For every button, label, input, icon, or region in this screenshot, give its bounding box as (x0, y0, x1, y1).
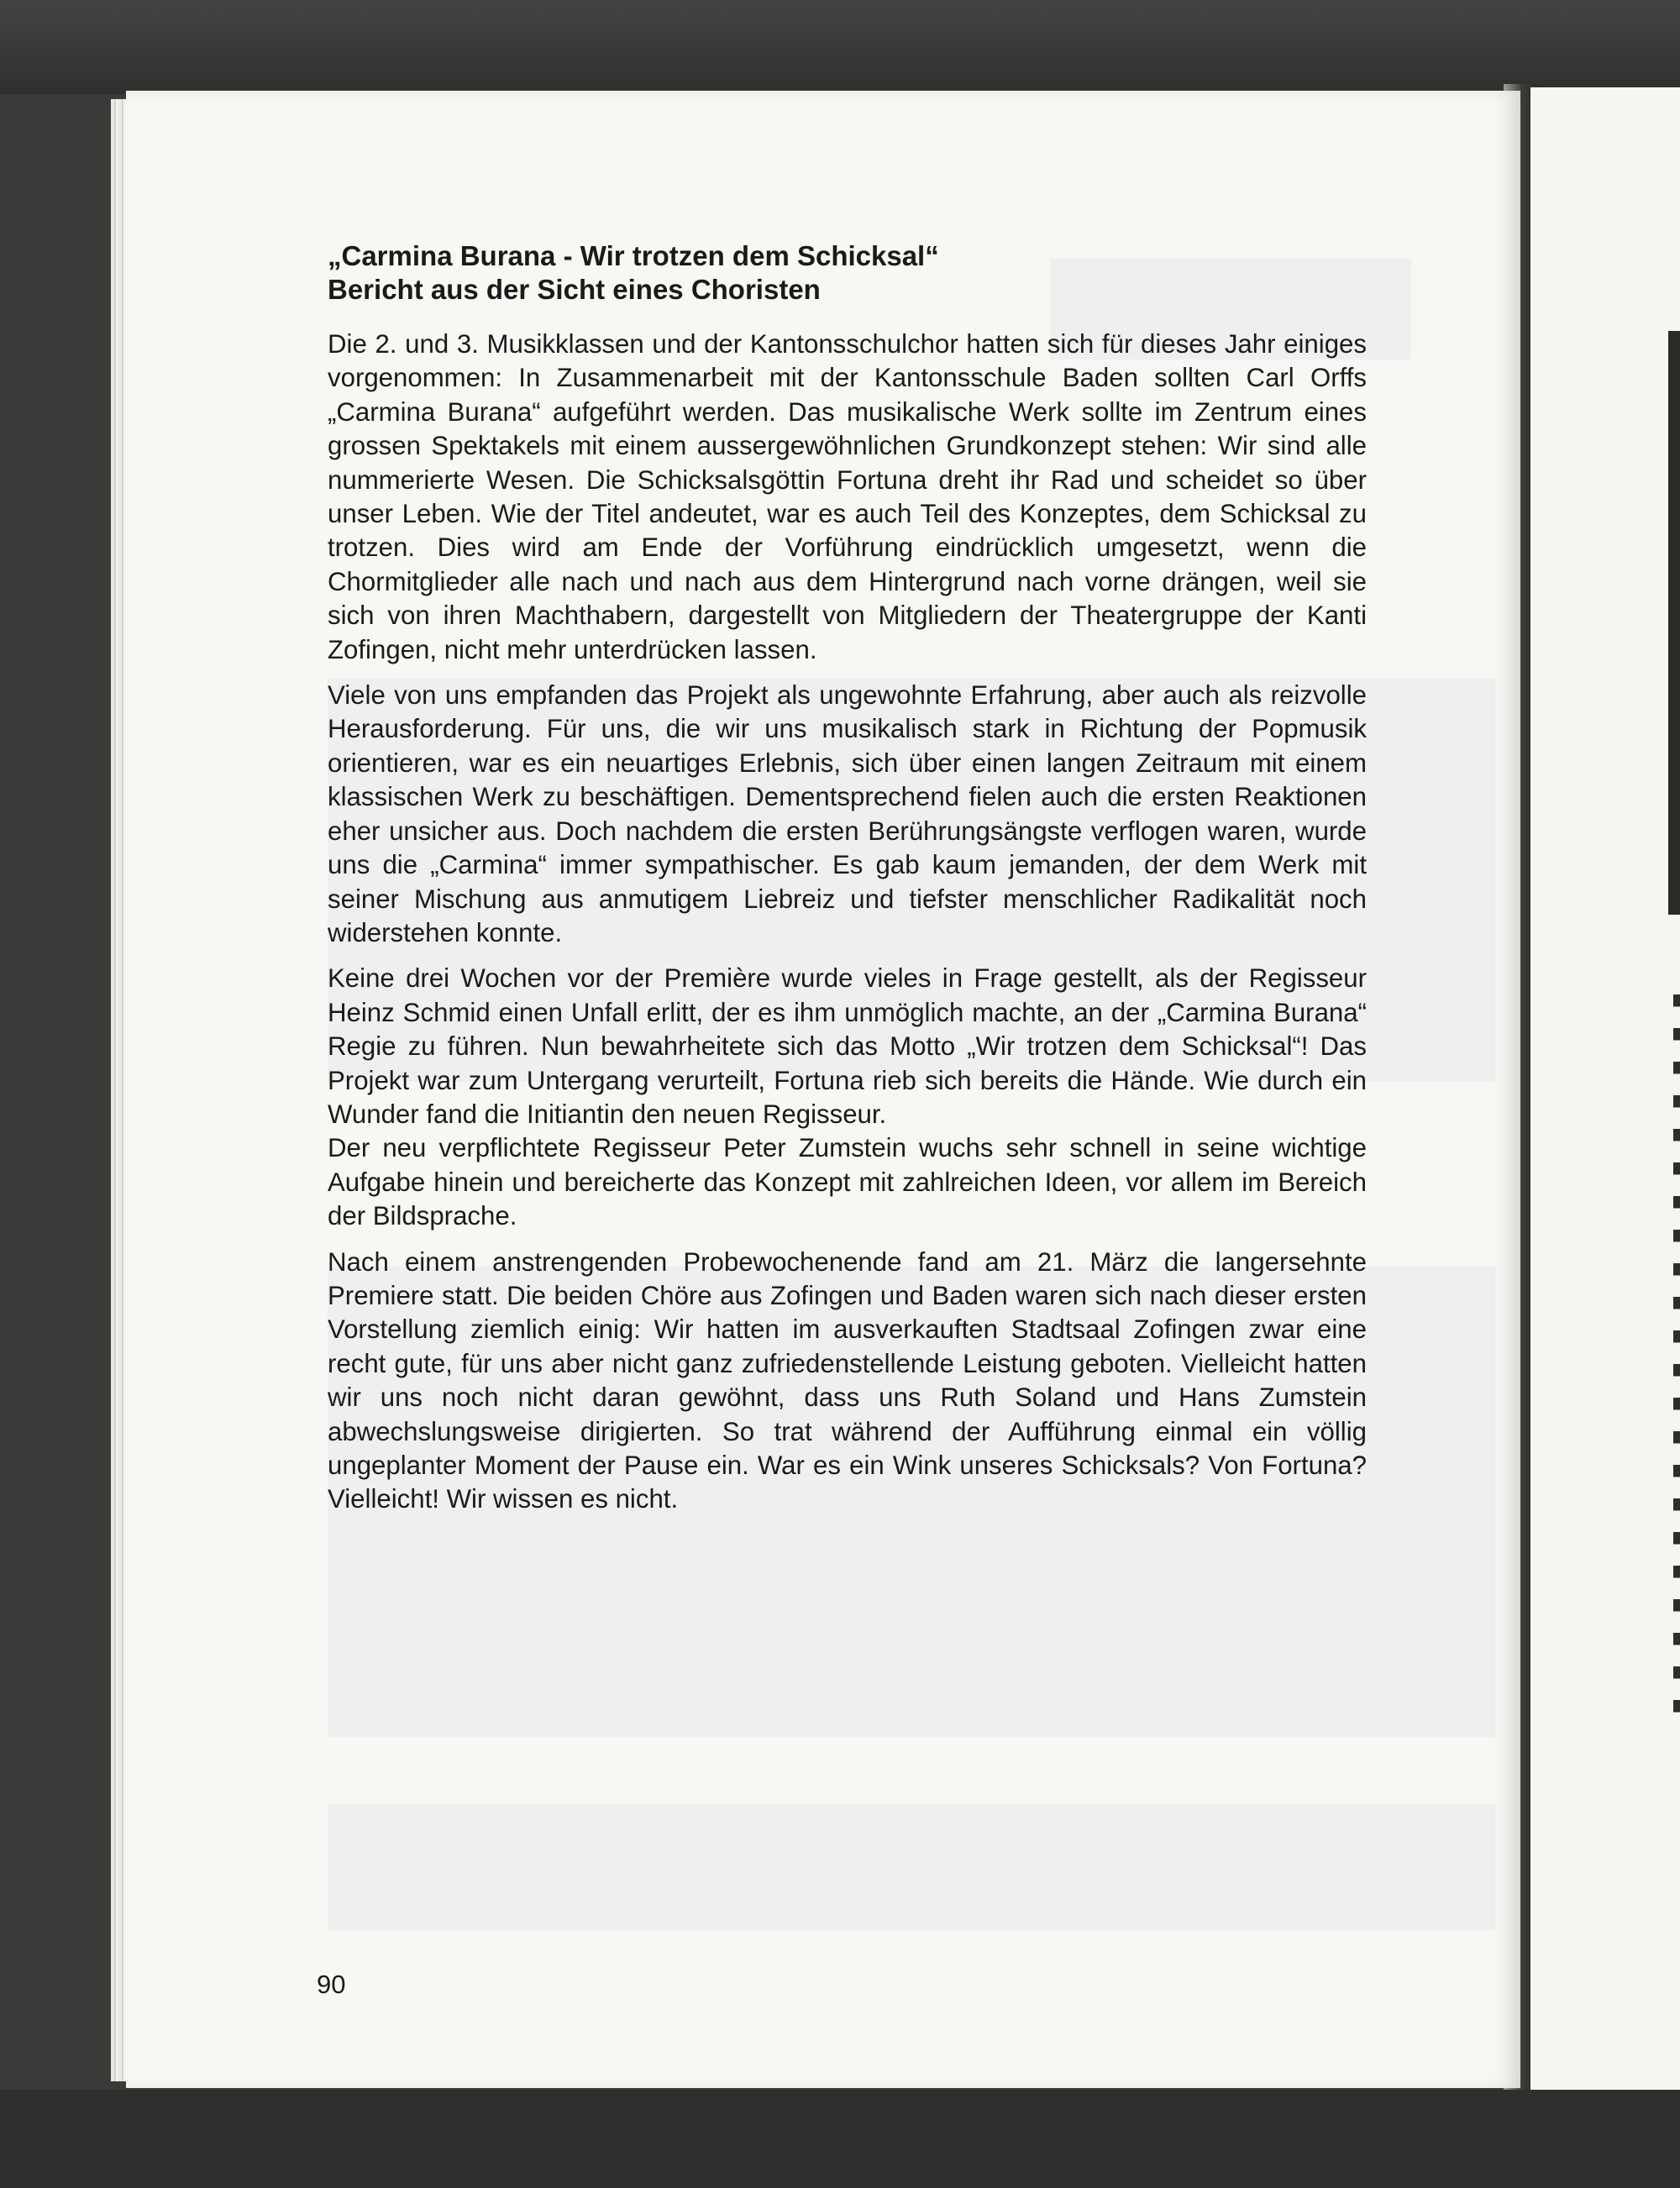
page-number: 90 (317, 1970, 346, 1999)
facing-page-image-edge (1668, 331, 1680, 915)
show-through-text (328, 1804, 1495, 1930)
paragraph: Nach einem anstrengenden Probewochenende fand am 21. März die langersehnte Premiere statt. Die beiden Chöre aus Zofingen und Baden waren sich nach dieser ersten Vorstellung ziemlich einig: Wir hatten im ausverkauften Stadtsaal Zofingen zwar eine recht gute, für uns aber nicht ganz zufriedenstellende Leistung geboten. Vielleicht hatten wir uns noch nicht daran gewöhnt, dass uns Ruth Soland und Hans Zumstein abwechslungsweise dirigierten. So trat während der Aufführung einmal ein völlig ungeplanter Moment der Pause ein. War es ein Wink unseres Schicksals? Von Fortuna? Vielleicht! Wir wissen es nicht. (328, 1246, 1367, 1514)
paragraph: Viele von uns empfanden das Projekt als ungewohnte Erfahrung, aber auch als reizvolle Herausforderung. Für uns, die wir uns musikalisch stark in Richtung der Popmusik orientieren, war es ein neuartiges Erlebnis, sich über einen langen Zeitraum mit einem klassischen Werk zu beschäftigen. Dementsprechend fielen auch die ersten Reaktionen eher unsicher aus. Doch nachdem die ersten Berührungsängste verflogen waren, wurde uns die „Carmina“ immer sympathischer. Es gab kaum jemanden, der dem Werk mit seiner Mischung aus anmutigem Liebreiz und tiefster menschlicher Radikalität noch widerstehen konnte. (328, 680, 1367, 947)
article-title: „Carmina Burana - Wir trotzen dem Schicksal“ (328, 240, 939, 271)
facing-page (1530, 87, 1680, 2100)
paragraph: Der neu verpflichtete Regisseur Peter Zumstein wuchs sehr schnell in seine wichtige Aufgabe hinein und bereicherte das Konzept mit zahlreichen Ideen, vor allem im Bereich der Bildsprache. (328, 1133, 1367, 1231)
article-subtitle: Bericht aus der Sicht eines Choristen (328, 274, 821, 305)
paragraph: Keine drei Wochen vor der Première wurde vieles in Frage gestellt, als der Regisseur Heinz Schmid einen Unfall erlitt, der es ihm unmöglich machte, an der „Carmina Burana“ Regie zu führen. Nun bewahrheitete sich das Motto „Wir trotzen dem Schicksal“! Das Projekt war zum Untergang verurteilt, Fortuna rieb sich bereits die Hände. Wie durch ein Wunder fand die Initiantin den neuen Regisseur. (328, 963, 1367, 1129)
paragraph: Die 2. und 3. Musikklassen und der Kantonsschulchor hatten sich für dieses Jahr einiges vorgenommen: In Zusammenarbeit mit der Kantonsschule Baden sollten Carl Orffs „Carmina Burana“ aufgeführt werden. Das musikalische Werk sollte im Zentrum eines grossen Spektakels mit einem aussergewöhnlichen Grundkonzept stehen: Wir sind alle nummerierte Wesen. Die Schicksalsgöttin Fortuna dreht ihr Rad und scheidet so über unser Leben. Wie der Titel andeutet, war es auch Teil des Konzeptes, dem Schicksal zu trotzen. Dies wird am Ende der Vorführung eindrücklich umgesetzt, wenn die Chormitglieder alle nach und nach aus dem Hintergrund nach vorne drängen, weil sie sich von ihren Machthabern, dargestellt von Mitgliedern der Theatergruppe der Kanti Zofingen, nicht mehr unterdrücken lassen. (328, 329, 1367, 664)
scan-background-bottom (0, 2090, 1680, 2188)
scan-background-top (0, 0, 1680, 94)
article (328, 239, 1367, 1529)
facing-page-text-edge (1673, 994, 1680, 1725)
